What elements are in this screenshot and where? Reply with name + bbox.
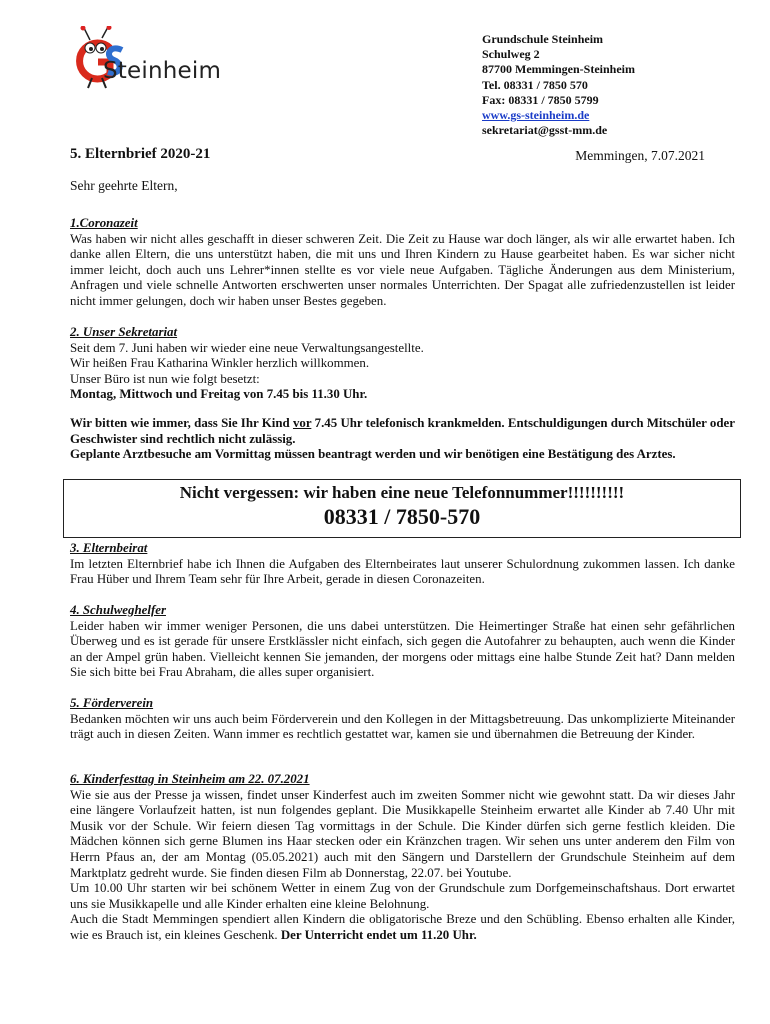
section-elternbeirat: [70, 541, 735, 588]
section-sekretariat: [70, 325, 735, 463]
section-coronazeit: [70, 216, 735, 310]
letter-greeting: Sehr geehrte Eltern,: [70, 178, 178, 193]
school-address: [482, 32, 635, 138]
doctor-notice: Geplante Arztbesuche am Vormittag müssen beantragt werden und wir benötigen eine Bestätigung des Arztes.: [70, 447, 676, 462]
section-heading: 2. Unser Sekretariat: [70, 325, 178, 339]
letter-date: Memmingen, 7.07.2021: [575, 148, 705, 163]
section-heading: 6. Kinderfesttag in Steinheim am 22. 07.2021: [70, 772, 310, 786]
section-line: Unser Büro ist nun wie folgt besetzt:: [70, 371, 260, 386]
address-email: sekretariat@gsst-mm.de: [482, 123, 608, 138]
callout-phone-number: 08331 / 7850-570: [323, 504, 481, 529]
address-name: Grundschule Steinheim: [482, 32, 604, 46]
section-heading: 5. Förderverein: [70, 696, 154, 710]
section-heading: 1.Coronazeit: [70, 216, 138, 230]
sick-notice: Wir bitten wie immer, dass Sie Ihr Kind vor 7.45 Uhr telefonisch krankmelden. Entschuldigungen durch Mitschüler oder Geschwister sind rechtlich nicht zulässig.: [70, 415, 735, 446]
section-body: Was haben wir nicht alles geschafft in dieser schweren Zeit. Die Zeit zu Hause war doch länger, als wir alle erwartet haben. Ich danke allen Eltern, die uns unterstützt haben, die mit uns und Ihren Kindern zu Hause gearbeitet haben. Es war sicher nicht immer leicht, doch auch uns Lehrer*innen stellte es vor viele neue Aufgaben. Tägliche Änderungen aus dem Ministerium, Anfragen und viele schnelle Antworten erschwerten unser normales Unterrichten. Der Spagat alle zufriedenzustellen ist leider nicht immer gelungen, doch wir haben unser Bestes gegeben.: [70, 231, 735, 308]
phone-callout-box: [63, 479, 741, 538]
office-hours: Montag, Mittwoch und Freitag von 7.45 bis 11.30 Uhr.: [70, 387, 368, 402]
address-street: Schulweg 2: [482, 47, 540, 62]
address-city: 87700 Memmingen-Steinheim: [482, 62, 635, 77]
section-kinderfesttag: [70, 772, 735, 944]
section-line: Seit dem 7. Juni haben wir wieder eine neue Verwaltungsangestellte.: [70, 340, 424, 355]
address-phone: Tel. 08331 / 7850 570: [482, 77, 588, 92]
section-line: Wir heißen Frau Katharina Winkler herzlich willkommen.: [70, 356, 370, 371]
section-paragraph: Auch die Stadt Memmingen spendiert allen Kindern die obligatorische Breze und den Schübling. Ebenso erhalten alle Kinder, wie es Brauch ist, ein kleines Geschenk. Der Unterricht endet um 11.20 Uhr.: [70, 912, 735, 942]
section-schulweghelfer: [70, 603, 735, 681]
section-paragraph: Wie sie aus der Presse ja wissen, findet unser Kinderfest auch im zweiten Sommer nicht wie gewohnt statt. Da wir dieses Jahr eine längere Vorlaufzeit hatten, ist nun folgendes geplant. Die Musikkapelle Steinheim erwartet alle Kinder ab 7.40 Uhr mit Musik vor der Schule. Wir feiern diesen Tag vormittags in der Schule. Die Kinder dürfen sich gerne festlich kleiden. Die Mädchen können sich gerne Blumen ins Haar stecken oder ein Kränzchen tragen. Wir sehen uns unter anderem den Film von Herrn Pfaus an, der am Montag (05.05.2021) auch mit den Sängern und Darstellern der Grundschule Steinheim auf dem Marktplatz gedreht wurde. Sie finden diesen Film ab Donnerstag, 22.07. bei Youtube.: [70, 787, 735, 880]
school-end-notice: Der Unterricht endet um 11.20 Uhr.: [280, 927, 477, 942]
section-body: Bedanken möchten wir uns auch beim Förderverein und den Kollegen in der Mittagsbetreuung. Das unkomplizierte Miteinander trägt auch in diesen Zeiten. Wann immer es rechtlich gestattet war, kamen sie und übernahmen die Betreuung der Kinder.: [70, 711, 735, 742]
address-fax: Fax: 08331 / 7850 5799: [482, 92, 599, 107]
section-paragraph: Um 10.00 Uhr starten wir bei schönem Wetter in einem Zug von der Grundschule zum Dorfgemeinschaftshaus. Dort erwartet uns sie Musikkapelle und alle Kinder erhalten eine kleine Belohnung.: [70, 881, 735, 911]
section-body: Im letzten Elternbrief habe ich Ihnen die Aufgaben des Elternbeirates laut unserer Schulordnung zukommen lassen. Ich danke Frau Hüber und Ihrem Team sehr für Ihre Arbeit, gerade in diesen Coronazeiten.: [70, 556, 735, 587]
section-body: Leider haben wir immer weniger Personen, die uns dabei unterstützen. Die Heimertinger Straße hat einen sehr gefährlichen Überweg und es ist gerade für unsere Erstklässler nicht einfach, sich gegen die Autofahrer zu behaupten, auch wenn die Kinder an der Ampel grün haben. Vielleicht kennen Sie jemanden, der morgens oder mittags eine halbe Stunde Zeit hat? Dann melden Sie sich bitte bei Frau Abraham, die alles super organisiert.: [70, 618, 735, 680]
callout-text: Nicht vergessen: wir haben eine neue Telefonnummer!!!!!!!!!!: [179, 483, 625, 502]
section-heading: 4. Schulweghelfer: [70, 603, 166, 617]
website-link[interactable]: www.gs-steinheim.de: [482, 108, 590, 123]
section-heading: 3. Elternbeirat: [70, 541, 148, 555]
letter-title: 5. Elternbrief 2020-21: [70, 146, 211, 162]
logo-wordmark: Steinheim: [103, 58, 222, 84]
section-foerderverein: [70, 696, 735, 743]
